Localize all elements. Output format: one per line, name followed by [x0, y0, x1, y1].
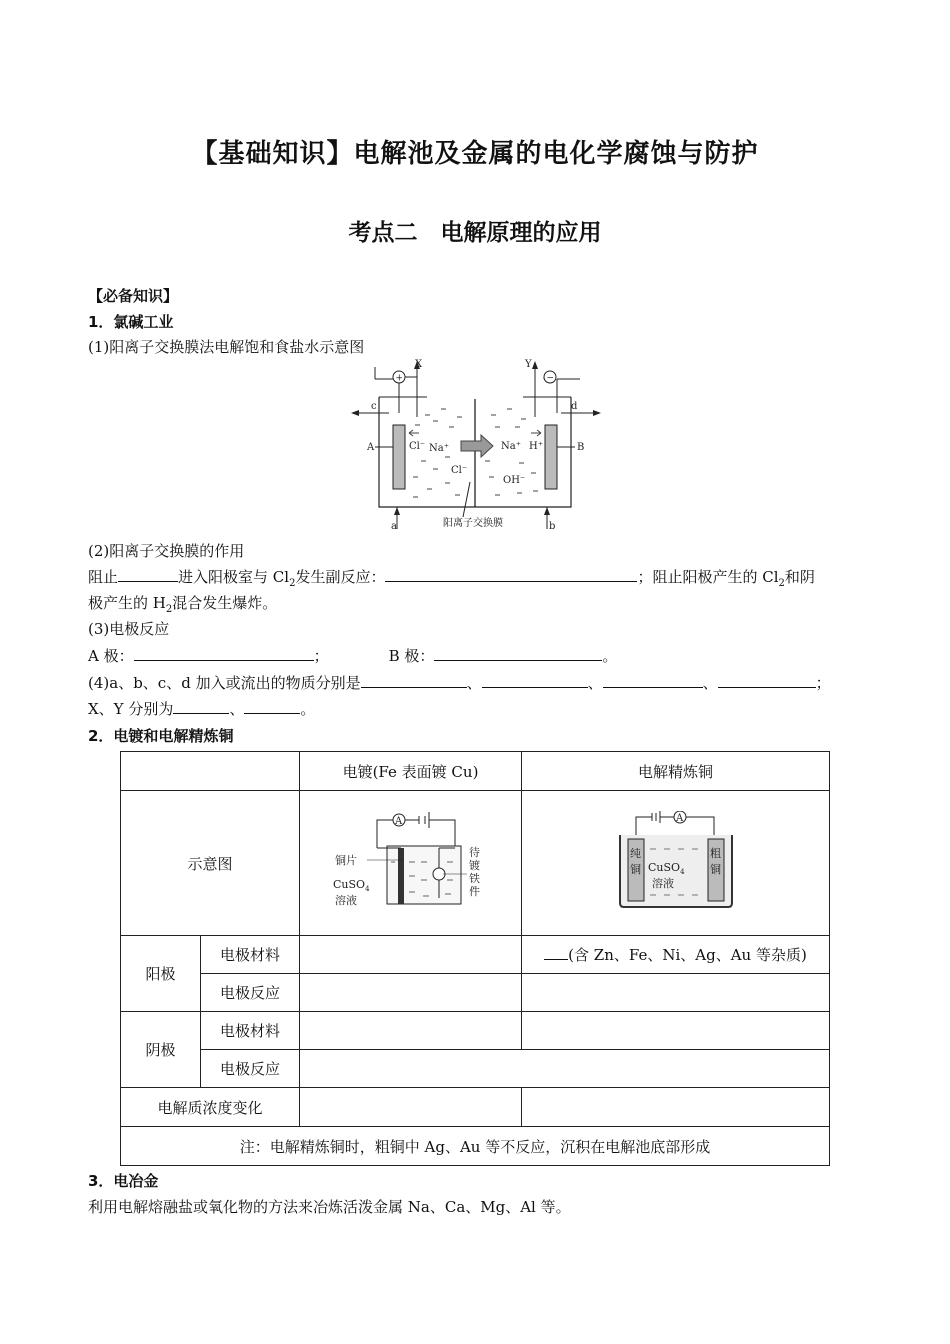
refining-diagram-cell [522, 791, 830, 936]
xy-line: X、Y 分别为 、 。 [88, 700, 316, 718]
cathode-reaction-label: 电极反应 [201, 1050, 300, 1088]
svg-text:CuSO4 [648, 861, 685, 876]
anode-material-label: 电极材料 [201, 936, 300, 974]
membrane-role-heading: (2)阳离子交换膜的作用 [88, 542, 245, 560]
section-subtitle: 考点二 电解原理的应用 [348, 220, 602, 246]
refining-concentration[interactable] [522, 1088, 830, 1127]
ion-oh: OH⁻ [503, 475, 526, 486]
label-Y: Y [525, 359, 532, 370]
refine-ammeter: A [675, 813, 683, 824]
blank-ion[interactable] [118, 567, 178, 582]
crude-char-1: 粗 [709, 847, 721, 860]
label-X: X [415, 359, 423, 370]
plating-diagram [331, 806, 491, 916]
cuso4-label: CuSO [332, 878, 365, 891]
knowledge-header: 【必备知识】 [88, 287, 179, 305]
blank-X[interactable] [173, 699, 229, 714]
table-note: 注：电解精炼铜时，粗铜中 Ag、Au 等不反应，沉积在电解池底部形成 [121, 1127, 830, 1166]
pure-char-2: 铜 [629, 863, 641, 876]
refining-anode-material: (含 Zn、Fe、Ni、Ag、Au 等杂质) [522, 936, 830, 974]
plating-refining-table [120, 751, 830, 1166]
refine-solution: 溶液 [651, 877, 674, 890]
part-char-2: 镀 [468, 859, 480, 872]
chlor-alkali-p1: (1)阳离子交换膜法电解饱和食盐水示意图 [88, 338, 365, 356]
refine-cuso4-sub: 4 [679, 868, 685, 876]
svg-text:CuSO4 [333, 878, 370, 893]
cathode-label: 阴极 [121, 1012, 201, 1088]
plating-diagram-cell [300, 791, 522, 936]
plating-anode-material[interactable] [300, 936, 522, 974]
label-c: c [371, 401, 377, 412]
blank-A-reaction[interactable] [134, 646, 314, 661]
row-diagram-label: 示意图 [121, 791, 300, 936]
label-a: a [391, 521, 397, 532]
ion-h: H⁺ [529, 441, 543, 452]
ion-na-left: Na⁺ [429, 443, 449, 454]
blank-B-reaction[interactable] [434, 646, 602, 661]
cathode-material-label: 电极材料 [201, 1012, 300, 1050]
label-b: b [549, 521, 556, 532]
blank-Y[interactable] [244, 699, 300, 714]
part-char-4: 件 [468, 885, 480, 898]
chlor-alkali-diagram [345, 357, 605, 533]
plating-cathode-material[interactable] [300, 1012, 522, 1050]
minus-sign: − [546, 373, 555, 384]
plus-sign: + [395, 373, 404, 384]
blank-side-reaction[interactable] [385, 567, 637, 582]
blank-refine-anode[interactable] [544, 945, 568, 960]
blank-a[interactable] [361, 673, 467, 688]
blank-d[interactable] [718, 673, 816, 688]
membrane-role-line1: 阻止 进入阳极室与 $Cl_2$发生副反应： ；阻止阳极产生的 $Cl_2$和阴 [88, 568, 815, 589]
electrode-reactions: A 极： ； B 极： 。 [88, 647, 618, 665]
header-empty [121, 752, 300, 791]
electrode-reaction-heading: (3)电极反应 [88, 620, 170, 638]
plating-concentration[interactable] [300, 1088, 522, 1127]
cathode-reaction-shared[interactable] [300, 1050, 830, 1088]
membrane-role-line2: 极产生的 $H_2$混合发生爆炸。 [88, 594, 278, 615]
anode-reaction-label: 电极反应 [201, 974, 300, 1012]
pure-char-1: 纯 [629, 847, 641, 860]
membrane-label: 阳离子交换膜 [443, 518, 503, 529]
concentration-label: 电解质浓度变化 [121, 1088, 300, 1127]
page-title: 【基础知识】电解池及金属的电化学腐蚀与防护 [191, 139, 759, 169]
part-char-1: 待 [468, 846, 480, 859]
blank-b[interactable] [482, 673, 588, 688]
anode-label: 阳极 [121, 936, 201, 1012]
electrometallurgy-heading: 3．电冶金 [88, 1172, 159, 1190]
ammeter: A [394, 816, 402, 827]
refining-anode-reaction[interactable] [522, 974, 830, 1012]
label-d: d [571, 401, 578, 412]
plating-anode-reaction[interactable] [300, 974, 522, 1012]
solution-label: 溶液 [334, 894, 357, 907]
label-A: A [367, 442, 375, 453]
blank-c[interactable] [603, 673, 703, 688]
cuso4-sub: 4 [364, 885, 370, 893]
plating-heading: 2．电镀和电解精炼铜 [88, 727, 234, 745]
substances-line: (4)a、b、c、d 加入或流出的物质分别是 、 、 、 ； [88, 674, 831, 692]
electrometallurgy-text: 利用电解熔融盐或氧化物的方法来冶炼活泼金属 Na、Ca、Mg、Al 等。 [88, 1198, 571, 1216]
copper-sheet-label: 铜片 [334, 854, 357, 867]
header-refining: 电解精炼铜 [522, 752, 830, 791]
ion-cl-left: Cl⁻ [409, 441, 426, 452]
part-char-3: 铁 [468, 872, 480, 885]
label-B: B [577, 442, 585, 453]
refining-cathode-material[interactable] [522, 1012, 830, 1050]
refining-diagram [616, 811, 736, 911]
crude-char-2: 铜 [709, 863, 721, 876]
header-plating: 电镀(Fe 表面镀 Cu) [300, 752, 522, 791]
ion-cl-mid: Cl⁻ [451, 465, 468, 476]
ion-na-right: Na⁺ [501, 441, 521, 452]
refine-cuso4: CuSO [647, 861, 680, 874]
chlor-alkali-heading: 1．氯碱工业 [88, 313, 174, 331]
